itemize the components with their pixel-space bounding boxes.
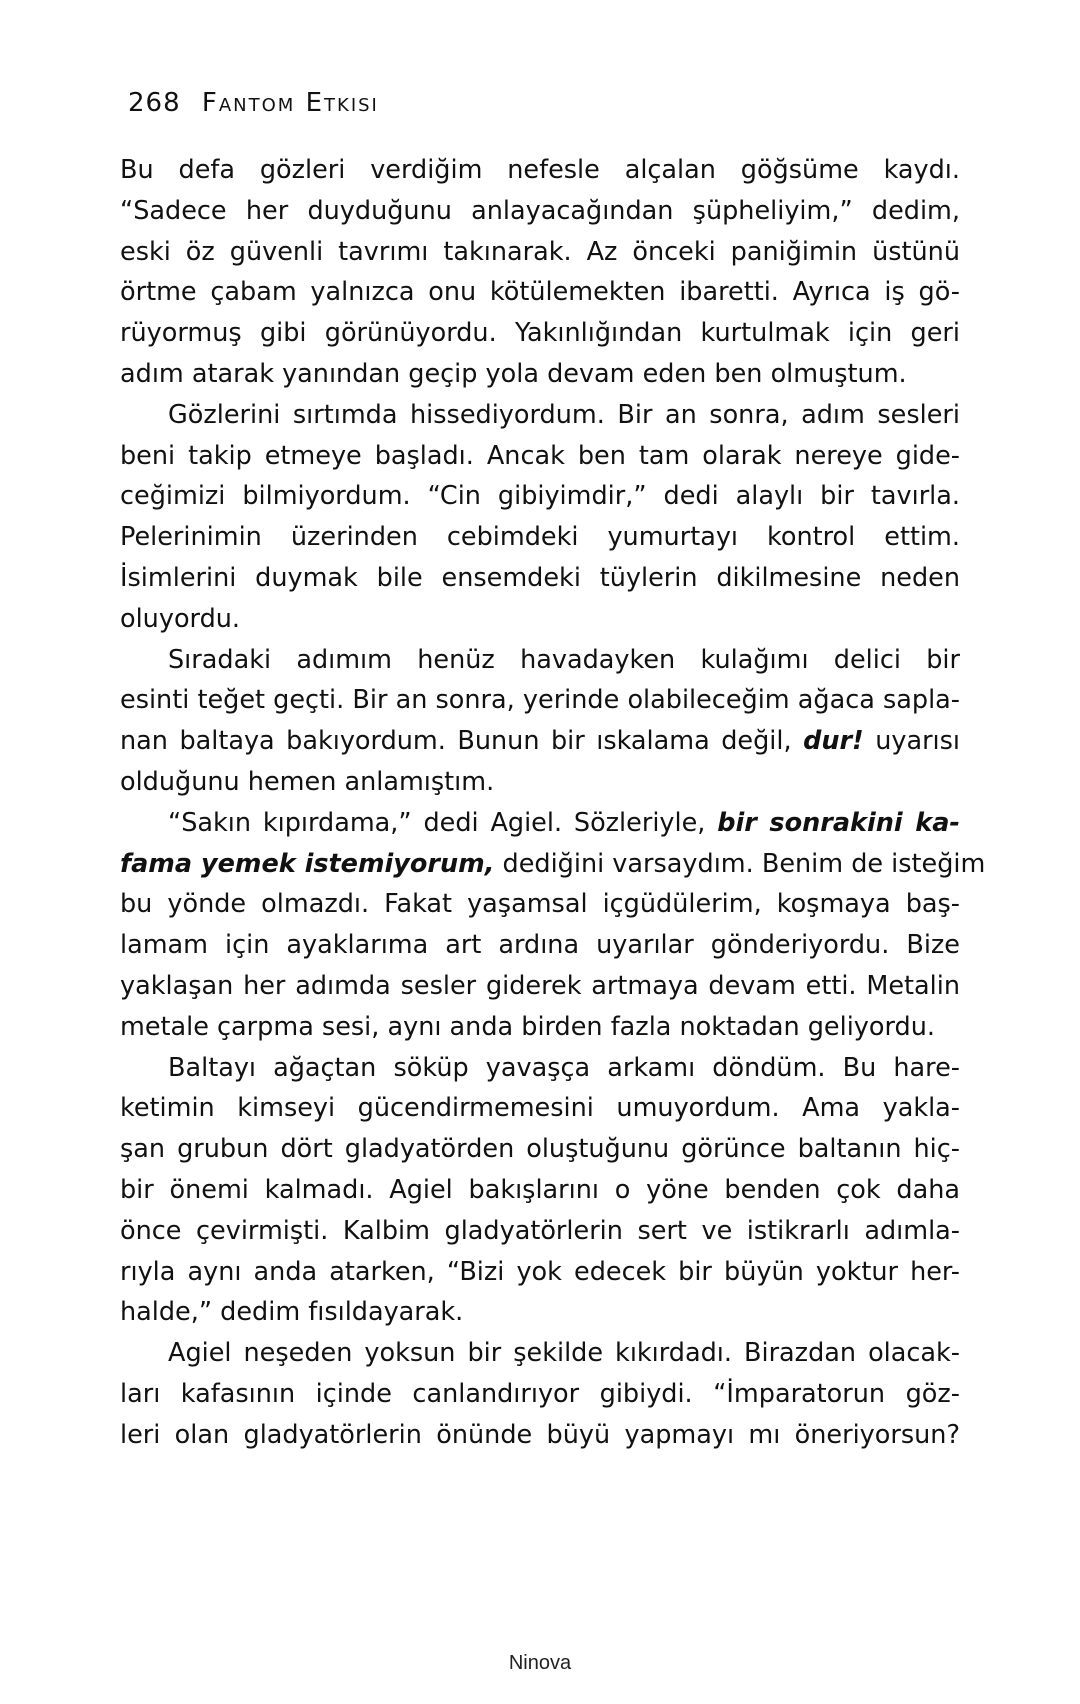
text-line: şan grubun dört gladyatörden oluştuğunu görünce baltanın hiç- [120, 1134, 960, 1165]
text-line: önce çevirmişti. Kalbim gladyatörlerin sert ve istikrarlı adımla- [120, 1215, 960, 1246]
emphasis-text: bir sonrakini ka- [717, 807, 960, 838]
page-header [128, 88, 379, 118]
emphasis-text: fama yemek istemiyorum, [120, 848, 495, 879]
text-line: yaklaşan her adımda sesler giderek artmaya devam etti. Metalin [120, 970, 960, 1001]
text-line: ketimin kimseyi gücendirmemesini umuyordum. Ama yakla- [120, 1093, 960, 1124]
text-line [120, 844, 986, 885]
text-segment: “Sakın kıpırdama,” dedi Agiel. Sözleriyle, [168, 807, 706, 838]
text-segment: dediğini varsaydım. Benim de isteğim [502, 848, 986, 879]
text-line: ceğimizi bilmiyordum. “Cin gibiyimdir,” dedi alaylı bir tavırla. [120, 481, 960, 512]
text-segment: nan baltaya bakıyordum. Bunun bir ıskalama değil, [120, 726, 792, 757]
text-line: bir önemi kalmadı. Agiel bakışlarını o yöne benden çok daha [120, 1174, 960, 1205]
text-line: adım atarak yanından geçip yola devam eden ben olmuştum. [120, 358, 907, 389]
text-line [120, 721, 960, 762]
text-line: Sıradaki adımım henüz havadayken kulağımı delici bir [168, 644, 960, 675]
text-line: halde,” dedim fısıldayarak. [120, 1297, 464, 1328]
text-line: İsimlerini duymak bile ensemdeki tüylerin dikilmesine neden [120, 562, 960, 593]
text-segment: uyarısı [875, 726, 961, 757]
text-line: rüyormuş gibi görünüyordu. Yakınlığından kurtulmak için geri [120, 318, 960, 349]
publisher-footer: Ninova [508, 1652, 572, 1674]
text-line: “Sadece her duyduğunu anlayacağından şüpheliyim,” dedim, [120, 195, 960, 226]
text-line: eski öz güvenli tavrımı takınarak. Az önceki paniğimin üstünü [120, 236, 960, 267]
running-title: Fantom Etkisi [201, 88, 379, 118]
text-line: Baltayı ağaçtan söküp yavaşça arkamı döndüm. Bu hare- [168, 1052, 960, 1083]
text-line: beni takip etmeye başladı. Ancak ben tam olarak nereye gide- [120, 440, 960, 471]
text-line: örtme çabam yalnızca onu kötülemekten ibaretti. Ayrıca iş gö- [120, 277, 960, 308]
text-line: lamam için ayaklarıma art ardına uyarılar gönderiyordu. Bize [120, 930, 960, 961]
text-line: Pelerinimin üzerinden cebimdeki yumurtayı kontrol ettim. [120, 522, 960, 553]
text-line: bu yönde olmazdı. Fakat yaşamsal içgüdülerim, koşmaya baş- [120, 889, 960, 920]
text-line: ları kafasının içinde canlandırıyor gibiydi. “İmparatorun göz- [120, 1378, 960, 1409]
emphasis-text: dur! [803, 726, 864, 757]
text-line: oluyordu. [120, 603, 241, 634]
text-line [120, 803, 960, 844]
body-text [120, 150, 986, 1456]
page-number: 268 [128, 88, 181, 118]
text-line: esinti teğet geçti. Bir an sonra, yerinde olabileceğim ağaca sapla- [120, 685, 960, 716]
text-line: leri olan gladyatörlerin önünde büyü yapmayı mı öneriyorsun? [120, 1419, 960, 1450]
text-line: metale çarpma sesi, aynı anda birden fazla noktadan geliyordu. [120, 1011, 935, 1042]
text-line: Gözlerini sırtımda hissediyordum. Bir an sonra, adım sesleri [168, 399, 960, 430]
text-line: olduğunu hemen anlamıştım. [120, 766, 495, 797]
text-line: rıyla aynı anda atarken, “Bizi yok edecek bir büyün yoktur her- [120, 1256, 960, 1287]
text-line: Agiel neşeden yoksun bir şekilde kıkırdadı. Birazdan olacak- [168, 1338, 960, 1369]
text-line: Bu defa gözleri verdiğim nefesle alçalan göğsüme kaydı. [120, 155, 960, 185]
